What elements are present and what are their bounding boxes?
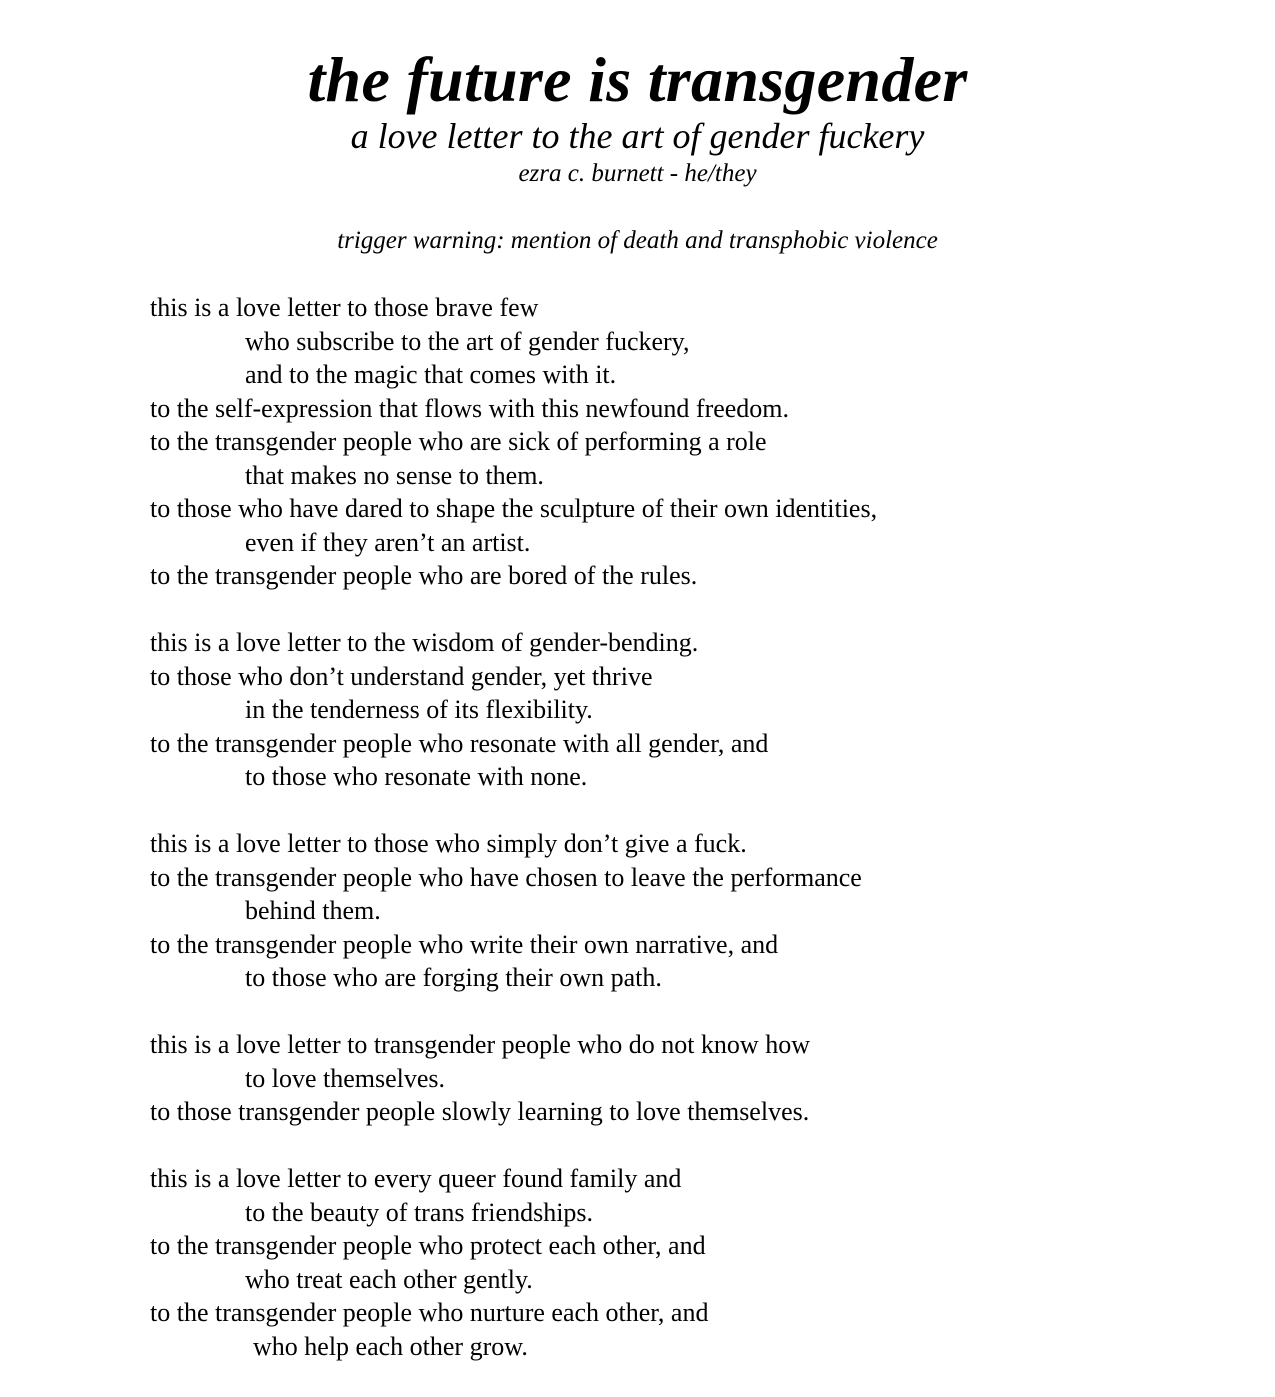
poem-line: to the transgender people who have chosen to leave the performance: [150, 862, 862, 892]
poem-line-indented: to the beauty of trans friendships.: [245, 1197, 594, 1227]
poem-line-indented: behind them.: [245, 896, 381, 925]
poem-line: to the transgender people who are sick of performing a role: [150, 427, 767, 456]
poem-line: to the transgender people who protect each other, and: [150, 1231, 706, 1260]
poem-line: to the transgender people who resonate with all gender, and: [150, 728, 769, 758]
stanza-4: [150, 1028, 1250, 1129]
poem-line-indented: and to the magic that comes with it.: [245, 360, 617, 389]
stanza-1: [150, 291, 1250, 593]
poem-body: [150, 291, 1250, 1397]
poem-line: this is a love letter to those who simply don’t give a fuck.: [150, 829, 747, 858]
poem-line: to those who have dared to shape the sculpture of their own identities,: [150, 494, 878, 523]
poem-line: this is a love letter to those brave few: [150, 293, 539, 322]
poem-line: to those transgender people slowly learning to love themselves.: [150, 1097, 810, 1126]
poem-subtitle: a love letter to the art of gender fuckery: [350, 116, 925, 156]
poem-line: this is a love letter to transgender people who do not know how: [150, 1030, 810, 1059]
poem-line: this is a love letter to the wisdom of gender-bending.: [150, 628, 699, 657]
stanza-3: [150, 827, 1250, 995]
poem-line: to the transgender people who are bored of the rules.: [150, 561, 698, 590]
stanza-2: [150, 626, 1250, 794]
poem-line-indented: to those who resonate with none.: [245, 762, 588, 791]
poem-line-indented: who treat each other gently.: [245, 1264, 533, 1294]
poem-line-indented: even if they aren’t an artist.: [245, 527, 531, 557]
poem-line-indented: who subscribe to the art of gender fuckery,: [245, 326, 690, 356]
poem-line-indented: that makes no sense to them.: [245, 460, 544, 490]
poem-title: the future is transgender: [307, 44, 968, 115]
poem-line: to the transgender people who write their own narrative, and: [150, 929, 779, 959]
poem-line: to the transgender people who nurture each other, and: [150, 1298, 709, 1327]
poem-line-indented: to those who are forging their own path.: [245, 963, 662, 992]
trigger-warning: trigger warning: mention of death and transphobic violence: [337, 227, 938, 254]
poem-line-indented: to love themselves.: [245, 1063, 446, 1093]
poem-line: to the self-expression that flows with this newfound freedom.: [150, 393, 790, 423]
author-byline: ezra c. burnett - he/they: [518, 160, 757, 187]
poem-line-indented: in the tenderness of its flexibility.: [245, 695, 593, 724]
poem-line: to those who don’t understand gender, yet thrive: [150, 661, 653, 691]
stanza-5: [150, 1162, 1250, 1363]
poem-line: this is a love letter to every queer found family and: [150, 1164, 682, 1193]
poem-line-indented: who help each other grow.: [253, 1331, 528, 1361]
